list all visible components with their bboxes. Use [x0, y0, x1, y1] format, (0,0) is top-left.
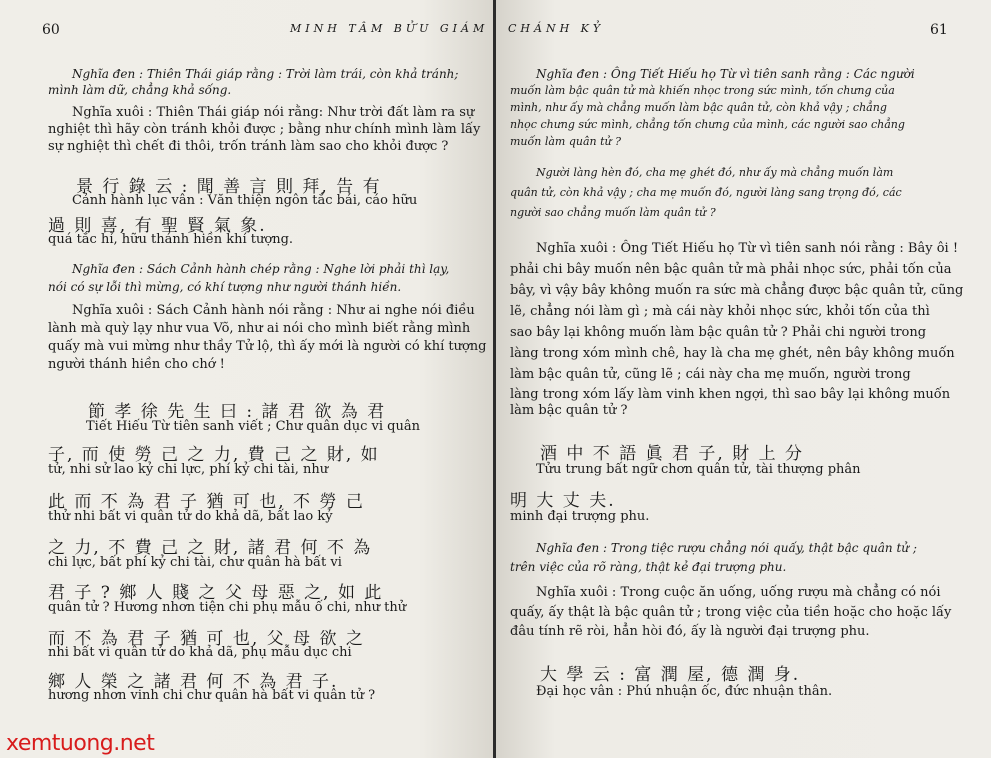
romanization-line: Đại học vân : Phú nhuận ốc, đức nhuận thân.: [536, 684, 833, 699]
text-line: Nghĩa đen : Thiên Thái giáp rằng : Trời làm trái, còn khả tránh;: [72, 67, 459, 81]
text-line: muốn làm quân tử ?: [510, 135, 621, 148]
romanization-line: chi lực, bất phí kỷ chi tài, chư quân hà bất vi: [48, 555, 342, 570]
text-line: mình làm dữ, chẳng khả sống.: [48, 83, 232, 97]
text-line: nghiệt thì hãy còn tránh khỏi được ; bằng như chính mình làm lấy: [48, 122, 481, 137]
chinese-line: 大 學 云 : 富 潤 屋, 德 潤 身.: [540, 665, 801, 685]
text-line: Nghĩa xuôi : Trong cuộc ăn uống, uống rượu mà chẳng có nói: [536, 585, 941, 600]
text-line: Nghĩa đen : Sách Cảnh hành chép rằng : Nghe lời phải thì lạy,: [72, 262, 450, 276]
text-line: trên việc của rõ ràng, thật kẻ đại trượng phu.: [510, 560, 787, 574]
romanization-line: quá tắc hỉ, hữu thánh hiền khí tượng.: [48, 232, 294, 247]
watermark-link[interactable]: xemtuong.net: [6, 731, 155, 756]
running-head: MINH TÂM BỬU GIÁM: [290, 22, 489, 35]
romanization-line: quân tử ? Hương nhơn tiện chi phụ mẫu ố chi, như thử: [48, 600, 407, 615]
romanization-line: Tửu trung bất ngữ chơn quân tử, tài thượng phân: [536, 462, 861, 477]
chinese-line: 酒 中 不 語 眞 君 子, 財 上 分: [540, 444, 805, 464]
text-line: lẽ, chẳng nói làm gì ; mà cái này khỏi nhọc sức, khỏi tốn của thì: [510, 304, 930, 319]
romanization-line: nhi bất vi quân tử do khả dã, phụ mẫu dục chi: [48, 645, 352, 660]
text-line: Nghĩa xuôi : Sách Cảnh hành nói rằng : Như ai nghe nói điều: [72, 303, 475, 318]
romanization-line: Tiết Hiếu Từ tiên sanh viết ; Chư quân dục vi quân: [86, 419, 420, 434]
running-head: CHÁNH KỶ: [508, 22, 605, 35]
chinese-line: 而 不 為 君 子 猶 可 也, 父 母 欲 之: [48, 629, 365, 649]
text-line: nói có sự lỗi thì mừng, có khí tượng như người thánh hiền.: [48, 280, 402, 294]
left-page: [0, 0, 493, 758]
chinese-line: 此 而 不 為 君 子 猶 可 也, 不 勞 己: [48, 492, 365, 512]
text-line: Nghĩa xuôi : Thiên Thái giáp nói rằng: Như trời đất làm ra sự: [72, 105, 475, 120]
romanization-line: Cảnh hành lục vân : Văn thiện ngôn tắc bái, cáo hữu: [72, 193, 418, 208]
chinese-line: 明 大 丈 夫.: [510, 491, 616, 511]
text-line: Người làng hèn đó, cha mẹ ghét đó, như ấy mà chẳng muốn làm: [536, 166, 894, 179]
text-line: quấy mà vui mừng như thầy Tử lộ, thì ấy mới là người có khí tượng: [48, 339, 487, 354]
right-page: [496, 0, 991, 758]
text-line: Nghĩa đen : Ông Tiết Hiếu họ Từ vì tiên sanh rằng : Các người: [536, 67, 915, 81]
text-line: mình, như ấy mà chẳng muốn làm bậc quân tử, còn khả vậy ; chẳng: [510, 101, 887, 114]
chinese-line: 之 力, 不 費 己 之 財, 諸 君 何 不 為: [48, 538, 373, 558]
romanization-line: hương nhơn vinh chi chư quân hà bất vi quân tử ?: [48, 688, 376, 703]
text-line: làng trong xóm mình chê, hay là cha mẹ ghét, nên bây không muốn: [510, 346, 955, 361]
chinese-line: 過 則 喜, 有 聖 賢 氣 象.: [48, 216, 267, 236]
text-line: phải chi bây muốn nên bậc quân tử mà phải nhọc sức, phải tốn của: [510, 262, 952, 277]
page-number: 60: [42, 22, 60, 38]
chinese-line: 節 孝 徐 先 生 曰 : 諸 君 欲 為 君: [88, 402, 387, 422]
text-line: người thánh hiền cho chớ !: [48, 357, 225, 372]
text-line: người sao chẳng muốn làm quân tử ?: [510, 206, 716, 219]
text-line: bây, vì vậy bây không muốn ra sức mà chẳng được bậc quân tử, cũng: [510, 283, 964, 298]
chinese-line: 君 子 ? 鄉 人 賤 之 父 母 惡 之, 如 此: [48, 583, 384, 603]
text-line: làm bậc quân tử ?: [510, 403, 628, 418]
romanization-line: minh đại trượng phu.: [510, 509, 650, 524]
chinese-line: 子, 而 使 勞 己 之 力, 費 己 之 財, 如: [48, 445, 380, 465]
text-line: làng trong xóm lấy làm vinh khen ngợi, thì sao bây lại không muốn: [510, 387, 951, 402]
text-line: muốn làm bậc quân tử mà khiến nhọc trong sức mình, tốn chưng của: [510, 84, 895, 97]
text-line: sự nghiệt thì chết đi thôi, trốn tránh làm sao cho khỏi được ?: [48, 139, 449, 154]
chinese-line: 鄉 人 榮 之 諸 君 何 不 為 君 子.: [48, 672, 339, 692]
romanization-line: tử, nhi sử lao kỷ chi lực, phí kỷ chi tài, như: [48, 462, 329, 477]
text-line: sao bây lại không muốn làm bậc quân tử ? Phải chi người trong: [510, 325, 927, 340]
text-line: Nghĩa xuôi : Ông Tiết Hiếu họ Từ vì tiên sanh nói rằng : Bây ôi !: [536, 241, 959, 256]
text-line: lành mà quỳ lạy như vua Võ, như ai nói cho mình biết rằng mình: [48, 321, 471, 336]
text-line: quấy, ấy thật là bậc quân tử ; trong việc của tiền hoặc cho hoặc lấy: [510, 605, 952, 620]
text-line: nhọc chưng sức mình, chẳng tốn chưng của mình, các người sao chẳng: [510, 118, 905, 131]
text-line: làm bậc quân tử, cũng lẽ ; cái này cha mẹ muốn, người trong: [510, 367, 911, 382]
chinese-line: 景 行 錄 云 : 聞 善 言 則 拜, 告 有: [76, 177, 382, 197]
text-line: đâu tính rẽ ròi, hẳn hòi đó, ấy là người đại trượng phu.: [510, 624, 870, 639]
page-number: 61: [930, 22, 948, 38]
text-line: Nghĩa đen : Trong tiệc rượu chẳng nói quấy, thật bậc quân tử ;: [536, 541, 917, 555]
text-line: quân tử, còn khả vậy ; cha mẹ muốn đó, người làng sang trọng đó, các: [510, 186, 902, 199]
romanization-line: thử nhi bất vi quân tử do khả dã, bất lao kỷ: [48, 509, 333, 524]
